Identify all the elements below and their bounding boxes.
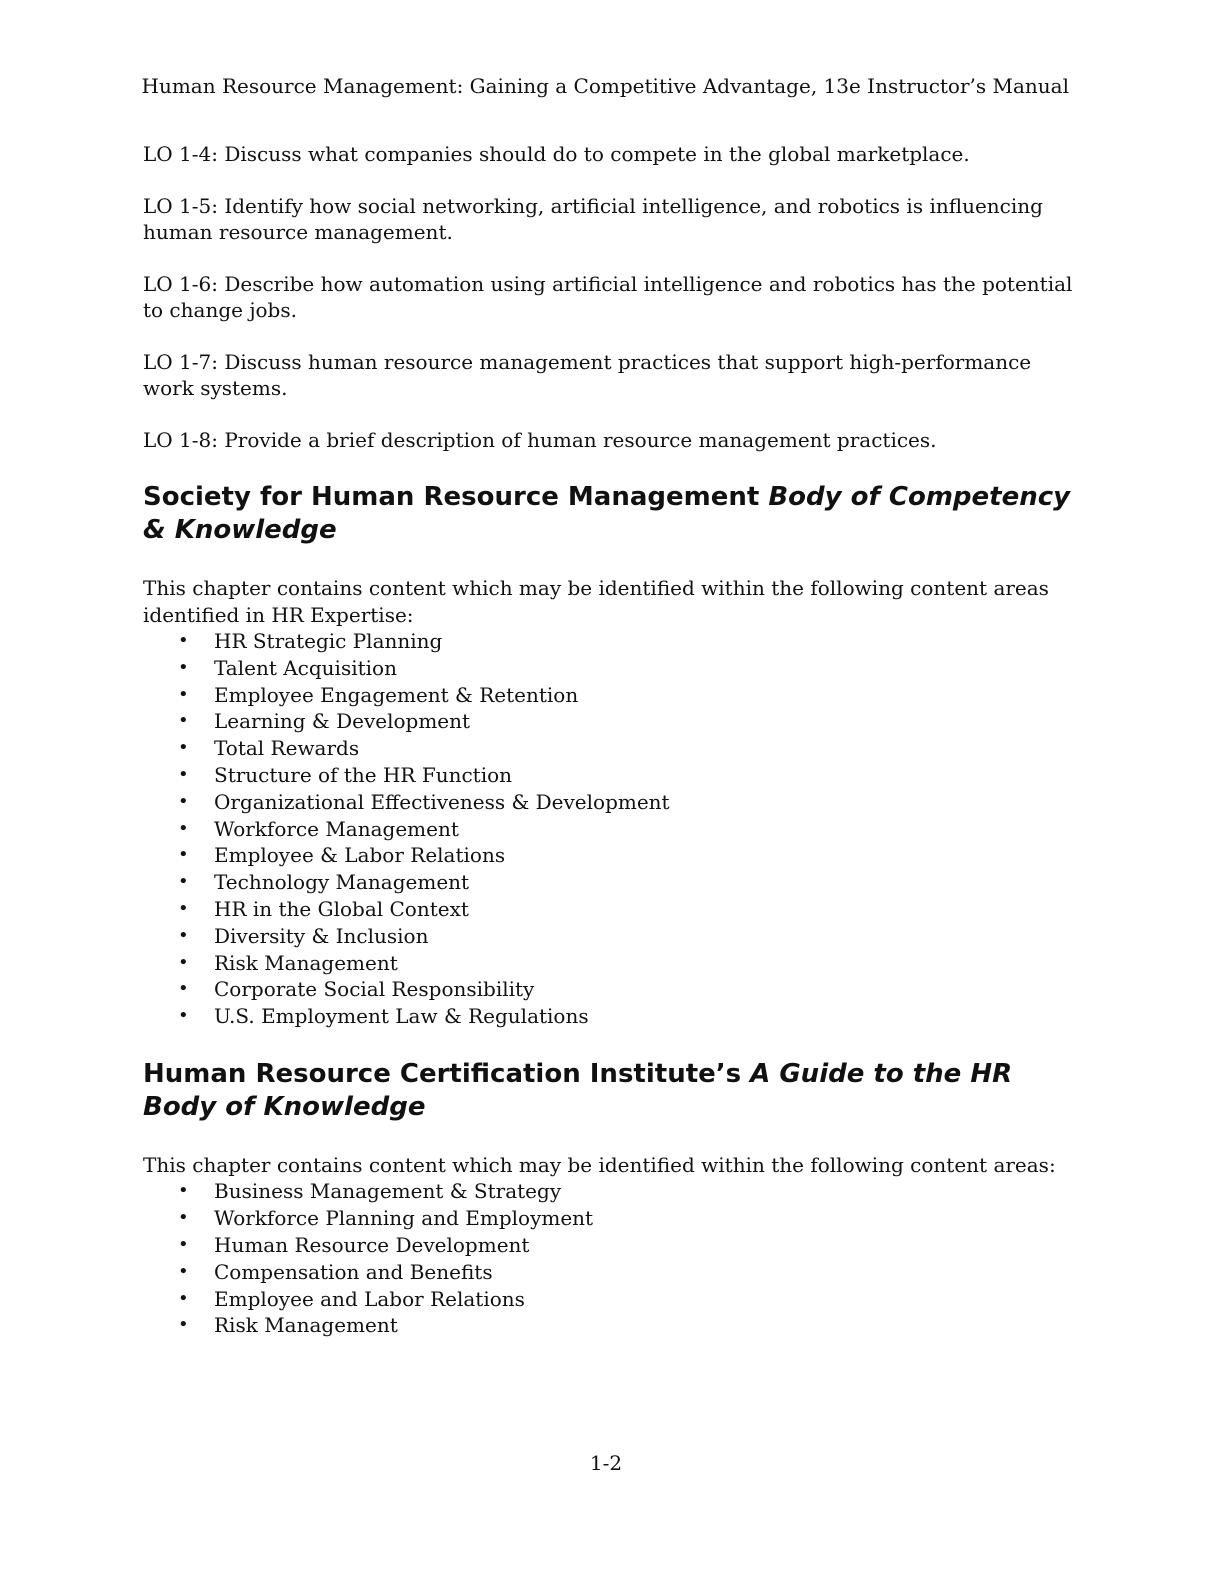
list-item: • Workforce Planning and Employment [143, 1205, 1078, 1232]
list-item: • Corporate Social Responsibility [143, 976, 1078, 1003]
hrci-intro: This chapter contains content which may be identified within the following content areas: [143, 1152, 1056, 1177]
list-item: • Talent Acquisition [143, 655, 1078, 682]
list-item: • Human Resource Development [143, 1232, 1078, 1259]
shrm-section-heading [143, 481, 1078, 547]
list-item: • Risk Management [143, 1312, 1078, 1339]
hrci-heading-plain: Human Resource Certification Institute’s [143, 1058, 751, 1089]
learning-objective: LO 1-4: Discuss what companies should do to compete in the global marketplace. [143, 142, 970, 166]
learning-objective: LO 1-8: Provide a brief description of human resource management practices. [143, 427, 937, 452]
list-item: • Employee Engagement & Retention [143, 682, 1078, 709]
list-item: • Organizational Effectiveness & Development [143, 789, 1078, 816]
hrci-heading-italic: A Guide to the HR Body of Knowledge [143, 1058, 1013, 1122]
list-item: • Diversity & Inclusion [143, 923, 1078, 950]
list-item: • HR in the Global Context [143, 896, 1078, 923]
learning-objective: LO 1-7: Discuss human resource management practices that support high-performance work systems. [143, 349, 1032, 400]
list-item: • Total Rewards [143, 735, 1078, 762]
page-content [143, 141, 1078, 1339]
shrm-intro: This chapter contains content which may be identified within the following content areas identified in HR Expertise: [143, 576, 1049, 627]
shrm-heading-italic: Body of Competency & Knowledge [143, 482, 1071, 545]
list-item: • Risk Management [143, 950, 1078, 977]
learning-objective: LO 1-6: Describe how automation using artificial intelligence and robotics has the potential to change jobs. [143, 271, 1073, 322]
list-item: • Employee & Labor Relations [143, 842, 1078, 869]
page-number: 1-2 [589, 1451, 623, 1475]
list-item: • HR Strategic Planning [143, 628, 1078, 655]
list-item: • Compensation and Benefits [143, 1259, 1078, 1286]
list-item: • Business Management & Strategy [143, 1178, 1078, 1205]
section-spacer [143, 1030, 1078, 1058]
learning-objective: LO 1-5: Identify how social networking, artificial intelligence, and robotics is influencing human resource management. [143, 193, 1043, 244]
list-item: • Employee and Labor Relations [143, 1286, 1078, 1313]
list-item: • Learning & Development [143, 708, 1078, 735]
shrm-heading-plain: Society for Human Resource Management [143, 482, 769, 512]
list-item: • Workforce Management [143, 816, 1078, 843]
hrci-section-heading [143, 1058, 1078, 1124]
running-header: Human Resource Management: Gaining a Competitive Advantage, 13e Instructor’s Manual [141, 74, 1069, 98]
list-item: • Technology Management [143, 869, 1078, 896]
list-item: • U.S. Employment Law & Regulations [143, 1003, 1078, 1030]
hrci-content-areas-list [143, 1178, 1078, 1339]
shrm-content-areas-list [143, 628, 1078, 1030]
list-item: • Structure of the HR Function [143, 762, 1078, 789]
